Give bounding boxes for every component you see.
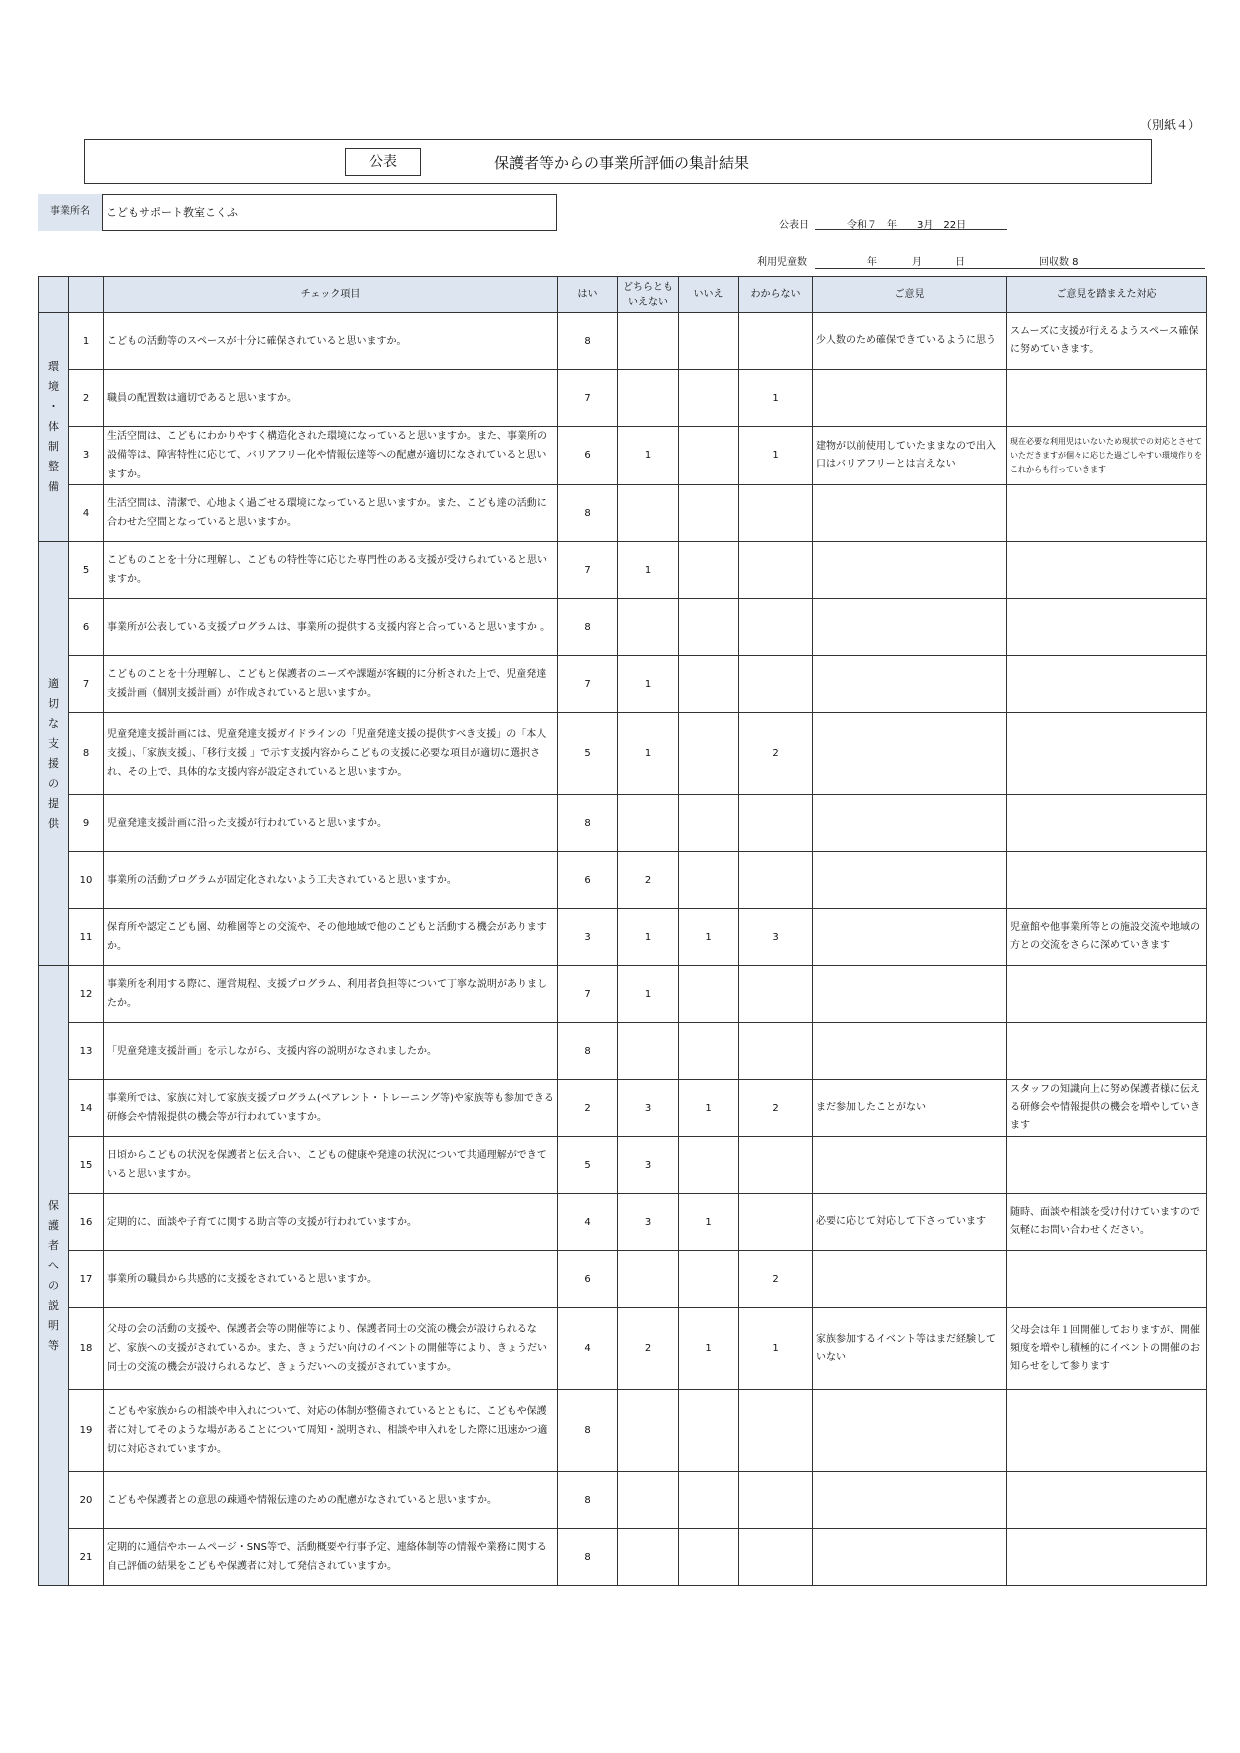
table-row — [39, 656, 1207, 713]
header-no: いいえ — [679, 277, 739, 313]
row-number: 21 — [69, 1529, 104, 1586]
count-yes: 7 — [558, 542, 618, 599]
count-neither: 3 — [618, 1194, 679, 1251]
check-item-text: 児童発達支援計画に沿った支援が行われていると思いますか。 — [104, 795, 558, 852]
count-no — [679, 427, 739, 485]
user-count-label: 利用児童数 — [757, 257, 807, 268]
count-yes: 4 — [558, 1308, 618, 1390]
count-yes: 4 — [558, 1194, 618, 1251]
count-no — [679, 313, 739, 370]
count-no — [679, 1251, 739, 1308]
count-neither — [618, 485, 679, 542]
count-no — [679, 852, 739, 909]
table-row — [39, 966, 1207, 1023]
count-yes: 8 — [558, 599, 618, 656]
count-neither: 2 — [618, 852, 679, 909]
count-unknown — [739, 485, 813, 542]
row-number: 2 — [69, 370, 104, 427]
response-count: 回収数 8 — [1039, 257, 1079, 268]
check-item-text: こどものことを十分理解し、こどもと保護者のニーズや課題が客観的に分析された上で、児童発達支援計画（個別支援計画）が作成されていると思いますか。 — [104, 656, 558, 713]
users-day: 日 — [955, 257, 965, 268]
count-unknown: 2 — [739, 1080, 813, 1137]
response-text — [1007, 1390, 1207, 1472]
users-year: 年 — [867, 257, 877, 268]
opinion-text — [813, 485, 1007, 542]
header-unknown: わからない — [739, 277, 813, 313]
count-neither — [618, 313, 679, 370]
count-neither: 1 — [618, 966, 679, 1023]
count-no: 1 — [679, 909, 739, 966]
count-neither: 1 — [618, 909, 679, 966]
row-number: 7 — [69, 656, 104, 713]
count-yes: 8 — [558, 795, 618, 852]
check-item-text: 保育所や認定こども園、幼稚園等との交流や、その他地域で他のこどもと活動する機会がありますか。 — [104, 909, 558, 966]
count-neither: 1 — [618, 656, 679, 713]
check-item-text: 事業所を利用する際に、運営規程、支援プログラム、利用者負担等について丁寧な説明がありましたか。 — [104, 966, 558, 1023]
count-unknown: 2 — [739, 1251, 813, 1308]
count-neither: 1 — [618, 713, 679, 795]
check-item-text: 定期的に、面談や子育てに関する助言等の支援が行われていますか。 — [104, 1194, 558, 1251]
check-item-text: 生活空間は、こどもにわかりやすく構造化された環境になっていると思いますか。また、事業所の設備等は、障害特性に応じて、バリアフリー化や情報伝達等への配慮が適切になされていると思いますか。 — [104, 427, 558, 485]
count-unknown: 1 — [739, 370, 813, 427]
count-unknown — [739, 656, 813, 713]
row-number: 5 — [69, 542, 104, 599]
count-no — [679, 485, 739, 542]
row-number: 13 — [69, 1023, 104, 1080]
count-neither — [618, 1390, 679, 1472]
count-neither — [618, 599, 679, 656]
header-category — [39, 277, 69, 313]
table-row — [39, 1390, 1207, 1472]
row-number: 6 — [69, 599, 104, 656]
header-neither: どちらとも いえない — [618, 277, 679, 313]
row-number: 20 — [69, 1472, 104, 1529]
count-yes: 8 — [558, 485, 618, 542]
table-row — [39, 1023, 1207, 1080]
table-row — [39, 1251, 1207, 1308]
response-text — [1007, 542, 1207, 599]
check-item-text: 職員の配置数は適切であると思いますか。 — [104, 370, 558, 427]
table-row — [39, 485, 1207, 542]
users-month: 月 — [912, 257, 922, 268]
count-unknown — [739, 852, 813, 909]
count-yes: 7 — [558, 656, 618, 713]
check-item-text: 「児童発達支援計画」を示しながら、支援内容の説明がなされましたか。 — [104, 1023, 558, 1080]
opinion-text: 建物が以前使用していたままなので出入口はバリアフリーとは言えない — [813, 427, 1007, 485]
opinion-text — [813, 542, 1007, 599]
opinion-text: 家族参加するイベント等はまだ経験していない — [813, 1308, 1007, 1390]
response-text — [1007, 1472, 1207, 1529]
check-item-text: 日頃からこどもの状況を保護者と伝え合い、こどもの健康や発達の状況について共通理解ができていると思いますか。 — [104, 1137, 558, 1194]
opinion-text — [813, 1390, 1007, 1472]
table-row — [39, 795, 1207, 852]
opinion-text — [813, 966, 1007, 1023]
header-response: ご意見を踏まえた対応 — [1007, 277, 1207, 313]
response-text — [1007, 852, 1207, 909]
table-row — [39, 852, 1207, 909]
response-text — [1007, 1529, 1207, 1586]
response-text — [1007, 370, 1207, 427]
count-yes: 6 — [558, 852, 618, 909]
response-text: スタッフの知識向上に努め保護者様に伝える研修会や情報提供の機会を増やしていきます — [1007, 1080, 1207, 1137]
response-text — [1007, 966, 1207, 1023]
header-opinion: ご意見 — [813, 277, 1007, 313]
annex-label: （別紙４） — [1140, 118, 1201, 132]
count-neither — [618, 1472, 679, 1529]
check-item-text: 父母の会の活動の支援や、保護者会等の開催等により、保護者同士の交流の機会が設けられるなど、家族への支援がされているか。また、きょうだい向けのイベントの開催等により、きょうだい同士の交流の機会が設けられるなど、きょうだいへの支援がされていますか。 — [104, 1308, 558, 1390]
table-row — [39, 1308, 1207, 1390]
count-no — [679, 599, 739, 656]
check-item-text: こどものことを十分に理解し、こどもの特性等に応じた専門性のある支援が受けられていると思いますか。 — [104, 542, 558, 599]
count-unknown — [739, 1194, 813, 1251]
opinion-text — [813, 795, 1007, 852]
response-text — [1007, 713, 1207, 795]
category-environment: 環 境 ・ 体 制 整 備 — [39, 313, 69, 542]
table-header-row — [39, 277, 1207, 313]
row-number: 15 — [69, 1137, 104, 1194]
office-label: 事業所名 — [38, 194, 103, 231]
count-unknown — [739, 1390, 813, 1472]
count-no: 1 — [679, 1194, 739, 1251]
publish-date: 令和７ 年 3月 22日 — [815, 216, 1007, 230]
row-number: 1 — [69, 313, 104, 370]
count-neither: 2 — [618, 1308, 679, 1390]
row-number: 12 — [69, 966, 104, 1023]
category-support: 適 切 な 支 援 の 提 供 — [39, 542, 69, 966]
header-check-item: チェック項目 — [104, 277, 558, 313]
row-number: 19 — [69, 1390, 104, 1472]
count-neither — [618, 1251, 679, 1308]
count-no — [679, 370, 739, 427]
row-number: 17 — [69, 1251, 104, 1308]
count-unknown — [739, 542, 813, 599]
count-unknown — [739, 1137, 813, 1194]
count-yes: 8 — [558, 1472, 618, 1529]
opinion-text — [813, 713, 1007, 795]
count-unknown — [739, 599, 813, 656]
count-no — [679, 1137, 739, 1194]
count-yes: 8 — [558, 1023, 618, 1080]
count-unknown: 2 — [739, 713, 813, 795]
check-item-text: 事業所の活動プログラムが固定化されないよう工夫されていると思いますか。 — [104, 852, 558, 909]
count-neither — [618, 1023, 679, 1080]
response-text — [1007, 1251, 1207, 1308]
response-text — [1007, 656, 1207, 713]
count-no: 1 — [679, 1080, 739, 1137]
count-yes: 8 — [558, 1529, 618, 1586]
category-explanation: 保 護 者 へ の 説 明 等 — [39, 966, 69, 1586]
count-no — [679, 795, 739, 852]
count-no — [679, 542, 739, 599]
row-number: 10 — [69, 852, 104, 909]
count-yes: 8 — [558, 313, 618, 370]
response-text: 父母会は年１回開催しておりますが、開催頻度を増やし積極的にイベントの開催のお知らせをして参ります — [1007, 1308, 1207, 1390]
row-number: 14 — [69, 1080, 104, 1137]
count-unknown — [739, 1472, 813, 1529]
table-row — [39, 1080, 1207, 1137]
count-neither — [618, 1529, 679, 1586]
count-neither: 3 — [618, 1080, 679, 1137]
response-text: スムーズに支援が行えるようスペース確保に努めていきます。 — [1007, 313, 1207, 370]
table-row — [39, 909, 1207, 966]
count-yes: 8 — [558, 1390, 618, 1472]
count-no — [679, 1023, 739, 1080]
row-number: 9 — [69, 795, 104, 852]
count-yes: 2 — [558, 1080, 618, 1137]
table-row — [39, 370, 1207, 427]
table-row — [39, 1137, 1207, 1194]
public-badge: 公表 — [345, 148, 421, 176]
count-no — [679, 1529, 739, 1586]
count-unknown — [739, 795, 813, 852]
opinion-text — [813, 1137, 1007, 1194]
count-unknown — [739, 1023, 813, 1080]
evaluation-table — [38, 276, 1207, 1586]
row-number: 11 — [69, 909, 104, 966]
check-item-text: こどもや家族からの相談や申入れについて、対応の体制が整備されているとともに、こどもや保護者に対してそのような場があることについて周知・説明され、相談や申入れをした際に迅速かつ適切に対応されていますか。 — [104, 1390, 558, 1472]
check-item-text: 定期的に通信やホームページ・SNS等で、活動概要や行事予定、連絡体制等の情報や業務に関する自己評価の結果をこどもや保護者に対して発信されていますか。 — [104, 1529, 558, 1586]
count-no — [679, 656, 739, 713]
opinion-text — [813, 852, 1007, 909]
count-yes: 6 — [558, 1251, 618, 1308]
count-unknown: 3 — [739, 909, 813, 966]
document-title: 保護者等からの事業所評価の集計結果 — [494, 154, 750, 172]
table-row — [39, 1194, 1207, 1251]
count-no: 1 — [679, 1308, 739, 1390]
response-text: 随時、面談や相談を受け付けていますので気軽にお問い合わせください。 — [1007, 1194, 1207, 1251]
opinion-text: 少人数のため確保できているように思う — [813, 313, 1007, 370]
count-yes: 5 — [558, 713, 618, 795]
count-unknown — [739, 313, 813, 370]
check-item-text: こどもの活動等のスペースが十分に確保されていると思いますか。 — [104, 313, 558, 370]
count-no — [679, 1472, 739, 1529]
opinion-text: まだ参加したことがない — [813, 1080, 1007, 1137]
count-neither: 1 — [618, 427, 679, 485]
count-unknown: 1 — [739, 1308, 813, 1390]
count-yes: 6 — [558, 427, 618, 485]
count-yes: 7 — [558, 966, 618, 1023]
count-unknown — [739, 1529, 813, 1586]
table-row — [39, 313, 1207, 370]
publish-date-label: 公表日 — [779, 220, 809, 231]
row-number: 8 — [69, 713, 104, 795]
response-text: 児童館や他事業所等との施設交流や地域の方との交流をさらに深めていきます — [1007, 909, 1207, 966]
opinion-text — [813, 1251, 1007, 1308]
check-item-text: こどもや保護者との意思の疎通や情報伝達のための配慮がなされていると思いますか。 — [104, 1472, 558, 1529]
count-neither — [618, 795, 679, 852]
count-neither — [618, 370, 679, 427]
table-row — [39, 542, 1207, 599]
table-row — [39, 427, 1207, 485]
row-number: 3 — [69, 427, 104, 485]
count-no — [679, 1390, 739, 1472]
response-text: 現在必要な利用児はいないため現状での対応とさせていただきますが個々に応じた過ごしやすい環境作りをこれからも行っていきます — [1007, 427, 1207, 485]
count-unknown: 1 — [739, 427, 813, 485]
office-name: こどもサポート教室こくふ — [106, 206, 238, 219]
opinion-text — [813, 370, 1007, 427]
table-row — [39, 713, 1207, 795]
opinion-text — [813, 1529, 1007, 1586]
table-row — [39, 1529, 1207, 1586]
response-text — [1007, 599, 1207, 656]
check-item-text: 事業所では、家族に対して家族支援プログラム(ペアレント・トレーニング等)や家族等も参加できる研修会や情報提供の機会等が行われていますか。 — [104, 1080, 558, 1137]
count-unknown — [739, 966, 813, 1023]
check-item-text: 児童発達支援計画には、児童発達支援ガイドラインの「児童発達支援の提供すべき支援」の「本人支援」、「家族支援」、「移行支援 」で示す支援内容からこどもの支援に必要な項目が適切に選択され、その上で、具体的な支援内容が設定されていると思いますか。 — [104, 713, 558, 795]
opinion-text — [813, 656, 1007, 713]
check-item-text: 生活空間は、清潔で、心地よく過ごせる環境になっていると思いますか。また、こども達の活動に合わせた空間となっていると思いますか。 — [104, 485, 558, 542]
table-row — [39, 599, 1207, 656]
response-text — [1007, 795, 1207, 852]
check-item-text: 事業所が公表している支援プログラムは、事業所の提供する支援内容と合っていると思いますか 。 — [104, 599, 558, 656]
count-yes: 3 — [558, 909, 618, 966]
opinion-text: 必要に応じて対応して下さっています — [813, 1194, 1007, 1251]
opinion-text — [813, 1472, 1007, 1529]
response-text — [1007, 1137, 1207, 1194]
header-number — [69, 277, 104, 313]
header-yes: はい — [558, 277, 618, 313]
response-text — [1007, 1023, 1207, 1080]
count-no — [679, 713, 739, 795]
row-number: 18 — [69, 1308, 104, 1390]
table-row — [39, 1472, 1207, 1529]
user-count-line — [815, 253, 1205, 269]
opinion-text — [813, 599, 1007, 656]
count-neither: 1 — [618, 542, 679, 599]
count-no — [679, 966, 739, 1023]
count-yes: 5 — [558, 1137, 618, 1194]
count-neither: 3 — [618, 1137, 679, 1194]
opinion-text — [813, 909, 1007, 966]
count-yes: 7 — [558, 370, 618, 427]
opinion-text — [813, 1023, 1007, 1080]
check-item-text: 事業所の職員から共感的に支援をされていると思いますか。 — [104, 1251, 558, 1308]
row-number: 16 — [69, 1194, 104, 1251]
row-number: 4 — [69, 485, 104, 542]
response-text — [1007, 485, 1207, 542]
